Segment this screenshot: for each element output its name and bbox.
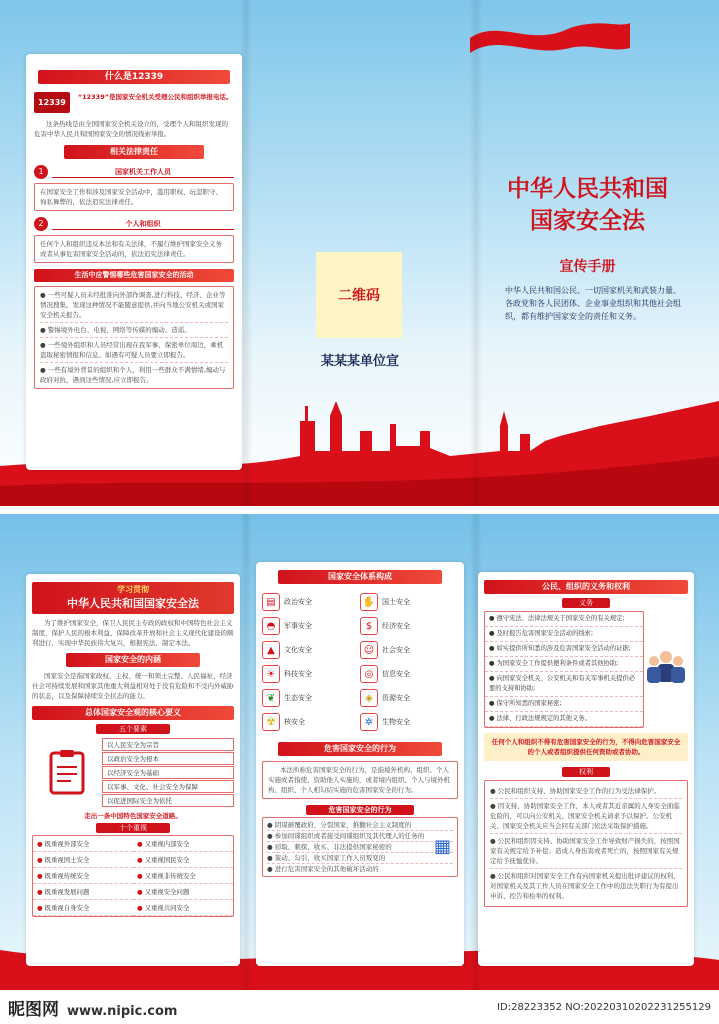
ten-item: ● 既重视传统安全 (33, 868, 133, 884)
harm-list (262, 817, 458, 877)
system-item: ◓ 军事安全 (262, 614, 360, 638)
system-item: ☀ 科技安全 (262, 662, 360, 686)
hotline-quote: “12339”是国家安全机关受理公民和组织举报电话。 (77, 93, 233, 101)
cover-subtitle: 宣传手册 (559, 259, 616, 275)
sub-heading: 国家机关工作人员 (52, 167, 234, 178)
cover-intro: 中华人民共和国公民、一切国家机关和武装力量、各政党和各人民团体、企业事业组织和其他社会组织，都有维护国家安全的责任和义务。 (505, 286, 681, 321)
panel-12339 (26, 54, 242, 470)
section-title: 生活中应警惕哪些危害国家安全的活动 (34, 269, 234, 282)
business-people-icon (644, 608, 688, 728)
radiation-icon: ☢ (262, 713, 280, 731)
legal-text: 任何个人和组织违反本法和有关法律，不履行维护国家安全义务或者从事危害国家安全活动的，依法追究法律责任。 (34, 235, 234, 263)
ten-title: 十个重视 (96, 823, 170, 833)
list-item: ● 一些有境外背景的组织和个人，利用一些群众不满情绪,煽动与政府对抗，遇到这些情况,应立即报告。 (40, 366, 226, 384)
harm-sub-title: 危害国家安全的行为 (306, 805, 414, 815)
image-id: ID:28223352 NO:20220310202231255129 (497, 1001, 711, 1013)
number-badge: 2 (34, 217, 48, 231)
ten-item: ● 又重视安全问题 (133, 884, 233, 900)
section-title: 相关法律责任 (64, 145, 204, 159)
ten-item: ● 既重视自身安全 (33, 900, 133, 916)
warning-text: 任何个人和组织不得有危害国家安全的行为，不得向危害国家安全的个人或者组织提供任何资助或者协助。 (484, 733, 688, 761)
list-item: ● 法律、行政法规规定的其他义务。 (485, 712, 643, 727)
ten-item: ● 既重视外部安全 (33, 836, 133, 852)
five-item: 以政治安全为根本 (102, 752, 234, 765)
list-item: ● 策动、勾引、收买国家工作人员叛变的 (267, 853, 453, 864)
leaf-icon: ❦ (262, 689, 280, 707)
section-title: 危害国家安全的行为 (278, 742, 442, 756)
section-title: 国家安全体系构成 (278, 570, 442, 584)
list-item: ● 向国家安全机关、公安机关和有关军事机关提供必要的支持和协助; (485, 672, 643, 697)
grad-cap-icon: ▲ (262, 641, 280, 659)
list-item: ● 及时报告危害国家安全活动的线索; (485, 627, 643, 642)
list-item: ● 进行危害国家安全的其他破坏活动的 (267, 865, 379, 873)
list-item: ● 一些可疑人员未经批准向外部作调查,进行科技、经济、企业等情况搜集。发现这种情况不能随意提供,并向当地公安机关或国家安全机关报告。 (40, 290, 228, 323)
number-badge: 1 (34, 165, 48, 179)
system-item: ✋ 国土安全 (360, 590, 458, 614)
list-item: ● 如实提供所知悉的涉及危害国家安全活动的证据; (485, 642, 643, 657)
list-item: ● 窃取、刺探、收买、非法提供国家秘密的 (267, 842, 453, 853)
hotline-desc: 这条热线是由全国国家安全机关设立的，受理个人和组织发现的危害中华人民共和国国家安全的情况线索举报。 (34, 120, 228, 138)
system-item: ▤ 政治安全 (262, 590, 360, 614)
five-item: 以人民安全为宗旨 (102, 738, 234, 751)
ten-item: ● 又重视国民安全 (133, 852, 233, 868)
section-title: 总体国家安全观的核心要义 (32, 706, 234, 720)
red-flag (470, 18, 630, 58)
list-item: ● 公民和组织对国家安全工作有向国家机关提出批评建议的权利，对国家机关及其工作人员在国家安全工作中的违法失职行为有提出申诉、控告和检举的权利。 (490, 872, 680, 900)
ten-item: ● 又重视内部安全 (133, 836, 233, 852)
gem-icon: ◈ (360, 689, 378, 707)
study-header-small: 学习贯彻 (117, 585, 149, 594)
doc-icon: ▤ (262, 593, 280, 611)
panel-study (26, 574, 240, 966)
clipboard-icon (32, 737, 102, 807)
brochure-inside-sheet (0, 514, 719, 990)
system-item: ☢ 核安全 (262, 710, 360, 734)
bulb-icon: ☀ (262, 665, 280, 683)
ten-item: ● 既重视发展问题 (33, 884, 133, 900)
panel-system (256, 562, 464, 966)
list-item: ● 遵守宪法、法律法规关于国家安全的有关规定; (485, 612, 643, 627)
list-item: ● 一些境外组织和人员经常出现在我军事、保密单位周边，乘机盗取秘密情报和信息。如遇有可疑人员要立即报告。 (40, 338, 228, 363)
study-header-big: 中华人民共和国国家安全法 (67, 597, 199, 610)
system-item: ▲ 文化安全 (262, 638, 360, 662)
system-item: ✲ 生物安全 (360, 710, 458, 734)
people-icon: ☺ (360, 641, 378, 659)
site-logo: 昵图网 (8, 999, 59, 1020)
qr-placeholder (316, 252, 402, 338)
panel-rights (478, 572, 694, 966)
five-item: 以促进国际安全为依托 (102, 794, 234, 807)
sub-heading: 个人和组织 (52, 219, 234, 230)
legal-text: 在国家安全工作和涉及国家安全活动中，滥用职权、玩忽职守、徇私舞弊的，依法追究法律责任。 (34, 183, 234, 211)
brochure-front-sheet (0, 0, 719, 506)
rights-list (484, 780, 688, 907)
ten-item: ● 又重视共同安全 (133, 900, 233, 916)
issuer-org: 某某某单位宣 (320, 354, 399, 369)
ten-item: ● 又重视非传统安全 (133, 868, 233, 884)
ten-item: ● 既重视国土安全 (33, 852, 133, 868)
watch-list (34, 286, 234, 389)
duty-list (484, 611, 644, 728)
system-item: ❦ 生态安全 (262, 686, 360, 710)
road-text: 走出一条中国特色国家安全道路。 (84, 812, 182, 820)
list-item: ● 公民和组织支持、协助国家安全工作的行为受法律保护。 (490, 784, 682, 799)
handshake-icon: ✋ (360, 593, 378, 611)
section-title: 公民、组织的义务和权利 (484, 580, 688, 594)
list-item: ● 因支持、协助国家安全工作，本人或者其近亲属的人身安全面临危险的，可以向公安机关、国家安全机关请求予以保护。公安机关、国家安全机关应当会同有关部门依法采取保护措施。 (490, 799, 682, 834)
money-icon: $ (360, 617, 378, 635)
cover-title-line1: 中华人民共和国 (507, 176, 668, 202)
study-para: 为了维护国家安全，保卫人民民主专政的政权和中国特色社会主义制度，保护人民的根本利益，保障改革开放和社会主义现代化建设的顺利进行，实现中华民族伟大复兴，根据宪法，制定本法。 (32, 619, 234, 647)
harm-para: 本法所称危害国家安全的行为，是指境外机构、组织、个人实施或者指使、资助他人实施的，或者境内组织、个人与境外机构、组织、个人相勾结实施的危害国家安全的行为。 (262, 761, 458, 799)
watermark-footer (0, 990, 719, 1024)
list-item: ● 保守所知悉的国家秘密; (485, 697, 643, 712)
five-title: 五个要素 (96, 724, 170, 734)
molecule-icon: ✲ (360, 713, 378, 731)
hotline-logo: 12339 (34, 92, 70, 113)
section-title: 什么是12339 (38, 70, 230, 84)
ten-grid (32, 835, 234, 917)
list-item: ● 为国家安全工作提供便利条件或者其他协助; (485, 657, 643, 672)
five-item: 以经济安全为基础 (102, 766, 234, 779)
helmet-icon: ◓ (262, 617, 280, 635)
list-item: ● 阴谋颠覆政府，分裂国家，推翻社会主义制度的 (267, 820, 453, 831)
study-para: 国家安全是指国家政权、主权、统一和领土完整、人民福祉、经济社会可持续发展和国家其他重大利益相对处于没有危险和不受内外威胁的状态，以及保障持续安全状态的能力。 (32, 672, 234, 700)
right-title: 权利 (562, 767, 610, 777)
five-item: 以军事、文化、社会安全为保障 (102, 780, 234, 793)
system-item: ◈ 资源安全 (360, 686, 458, 710)
calendar-icon: ▦ (433, 836, 451, 857)
system-item: ◎ 信息安全 (360, 662, 458, 686)
list-item: ● 警惕境外电台、电视、网络等传媒的煽动、造谣。 (40, 323, 228, 338)
study-header (32, 582, 234, 614)
network-icon: ◎ (360, 665, 378, 683)
duty-title: 义务 (562, 598, 610, 608)
section-title: 国家安全的内涵 (66, 653, 200, 667)
cover-title-line2: 国家安全法 (530, 208, 645, 234)
list-item: ● 参加间谍组织或者接受间谍组织及其代理人的任务的 (267, 831, 453, 842)
list-item: ● 公民和组织因支持、协助国家安全工作导致财产损失的，按照国家有关规定给予补偿；造成人身伤害或者死亡的，按照国家有关规定给予抚恤优待。 (490, 834, 682, 869)
site-url: www.nipic.com (67, 1003, 178, 1019)
system-item: ☺ 社会安全 (360, 638, 458, 662)
qr-label: 二维码 (338, 288, 380, 304)
system-item: $ 经济安全 (360, 614, 458, 638)
